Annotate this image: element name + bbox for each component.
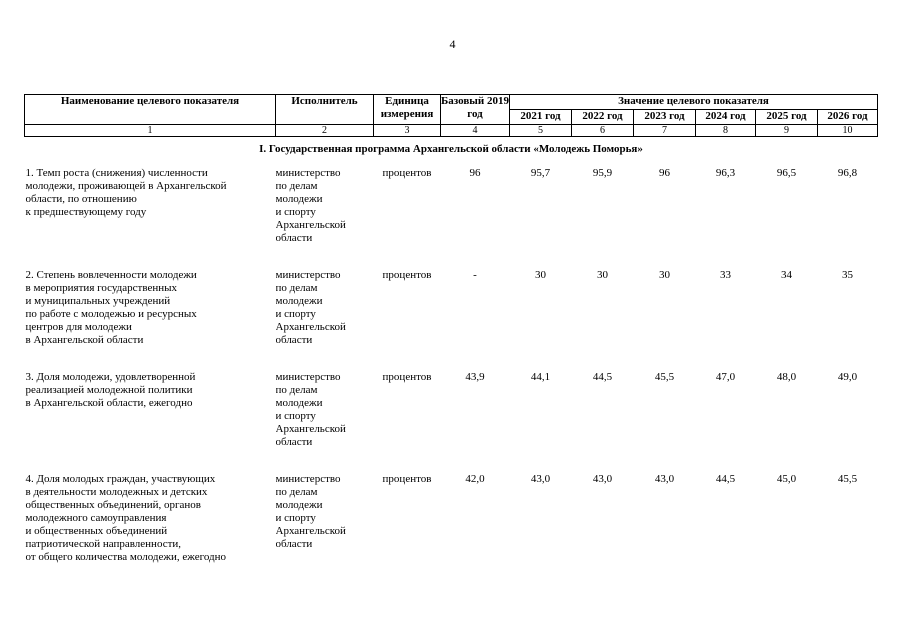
header-year: 2021 год bbox=[510, 110, 572, 125]
value-2026: 45,5 bbox=[837, 473, 858, 485]
base-value: - bbox=[473, 269, 477, 281]
value-2024: 96,3 bbox=[715, 167, 736, 179]
indicator-name: 4. Доля молодых граждан, участвующих в деятельности молодежных и детских общественных объединений, органов молодежного самоуправления и общественных объединений патриотической направленности, от общего количества молодежи, ежегодно bbox=[25, 473, 227, 563]
table-row bbox=[25, 363, 878, 465]
header-unit: Единица измерения bbox=[374, 95, 441, 125]
value-2026: 35 bbox=[842, 269, 853, 281]
indicator-name: 1. Темп роста (снижения) численности молодежи, проживающей в Архангельской области, по отношению к предшествующему году bbox=[25, 167, 227, 218]
section-row bbox=[25, 137, 878, 160]
column-number: 5 bbox=[510, 125, 572, 137]
value-2025: 45,0 bbox=[776, 473, 797, 485]
header-executor: Исполнитель bbox=[276, 95, 374, 125]
column-number: 3 bbox=[374, 125, 441, 137]
table-row bbox=[25, 159, 878, 261]
column-number: 7 bbox=[634, 125, 696, 137]
base-value: 43,9 bbox=[465, 371, 485, 383]
header-year: 2022 год bbox=[572, 110, 634, 125]
unit: процентов bbox=[382, 269, 432, 281]
table-row bbox=[25, 465, 878, 580]
page-number: 4 bbox=[449, 37, 456, 51]
header-values: Значение целевого показателя bbox=[510, 95, 878, 110]
base-value: 42,0 bbox=[465, 473, 485, 485]
header-base: Базовый 2019 год bbox=[441, 95, 510, 125]
value-2026: 96,8 bbox=[837, 167, 858, 179]
unit: процентов bbox=[382, 371, 432, 383]
value-2023: 96 bbox=[659, 167, 670, 179]
value-2022: 30 bbox=[597, 269, 608, 281]
base-value: 96 bbox=[469, 167, 481, 179]
column-number: 9 bbox=[756, 125, 818, 137]
header-year: 2023 год bbox=[634, 110, 696, 125]
header-year: 2025 год bbox=[756, 110, 818, 125]
value-2025: 48,0 bbox=[776, 371, 797, 383]
value-2024: 44,5 bbox=[715, 473, 736, 485]
header-year: 2024 год bbox=[696, 110, 756, 125]
value-2021: 44,1 bbox=[530, 371, 551, 383]
value-2023: 43,0 bbox=[654, 473, 675, 485]
value-2022: 44,5 bbox=[592, 371, 613, 383]
value-2021: 30 bbox=[535, 269, 546, 281]
column-number: 10 bbox=[818, 125, 878, 137]
header-row bbox=[25, 95, 878, 110]
value-2021: 43,0 bbox=[530, 473, 551, 485]
value-2023: 30 bbox=[659, 269, 670, 281]
column-number: 6 bbox=[572, 125, 634, 137]
column-number: 8 bbox=[696, 125, 756, 137]
executor: министерство по делам молодежи и спорту Архангельской области bbox=[275, 371, 346, 448]
header-name: Наименование целевого показателя bbox=[25, 95, 276, 125]
value-2025: 96,5 bbox=[776, 167, 797, 179]
indicator-name: 2. Степень вовлеченности молодежи в мероприятия государственных и муниципальных учреждений по работе с молодежью и ресурсных центров для молодежи в Архангельской области bbox=[25, 269, 197, 346]
column-number: 2 bbox=[276, 125, 374, 137]
column-numbers-row bbox=[25, 125, 878, 137]
column-number: 1 bbox=[25, 125, 276, 137]
indicator-name: 3. Доля молодежи, удовлетворенной реализацией молодежной политики в Архангельской области, ежегодно bbox=[25, 371, 196, 409]
value-2026: 49,0 bbox=[837, 371, 858, 383]
executor: министерство по делам молодежи и спорту Архангельской области bbox=[275, 167, 346, 244]
value-2023: 45,5 bbox=[654, 371, 675, 383]
unit: процентов bbox=[382, 473, 432, 485]
value-2025: 34 bbox=[781, 269, 792, 281]
value-2022: 95,9 bbox=[592, 167, 613, 179]
value-2021: 95,7 bbox=[530, 167, 551, 179]
executor: министерство по делам молодежи и спорту Архангельской области bbox=[275, 473, 346, 550]
executor: министерство по делам молодежи и спорту Архангельской области bbox=[275, 269, 346, 346]
unit: процентов bbox=[382, 167, 432, 179]
header-year: 2026 год bbox=[818, 110, 878, 125]
table-row bbox=[25, 261, 878, 363]
value-2022: 43,0 bbox=[592, 473, 613, 485]
section-title: I. Государственная программа Архангельской области «Молодежь Поморья» bbox=[259, 143, 643, 155]
value-2024: 47,0 bbox=[715, 371, 736, 383]
column-number: 4 bbox=[441, 125, 510, 137]
value-2024: 33 bbox=[720, 269, 731, 281]
target-indicators-table bbox=[24, 94, 878, 580]
